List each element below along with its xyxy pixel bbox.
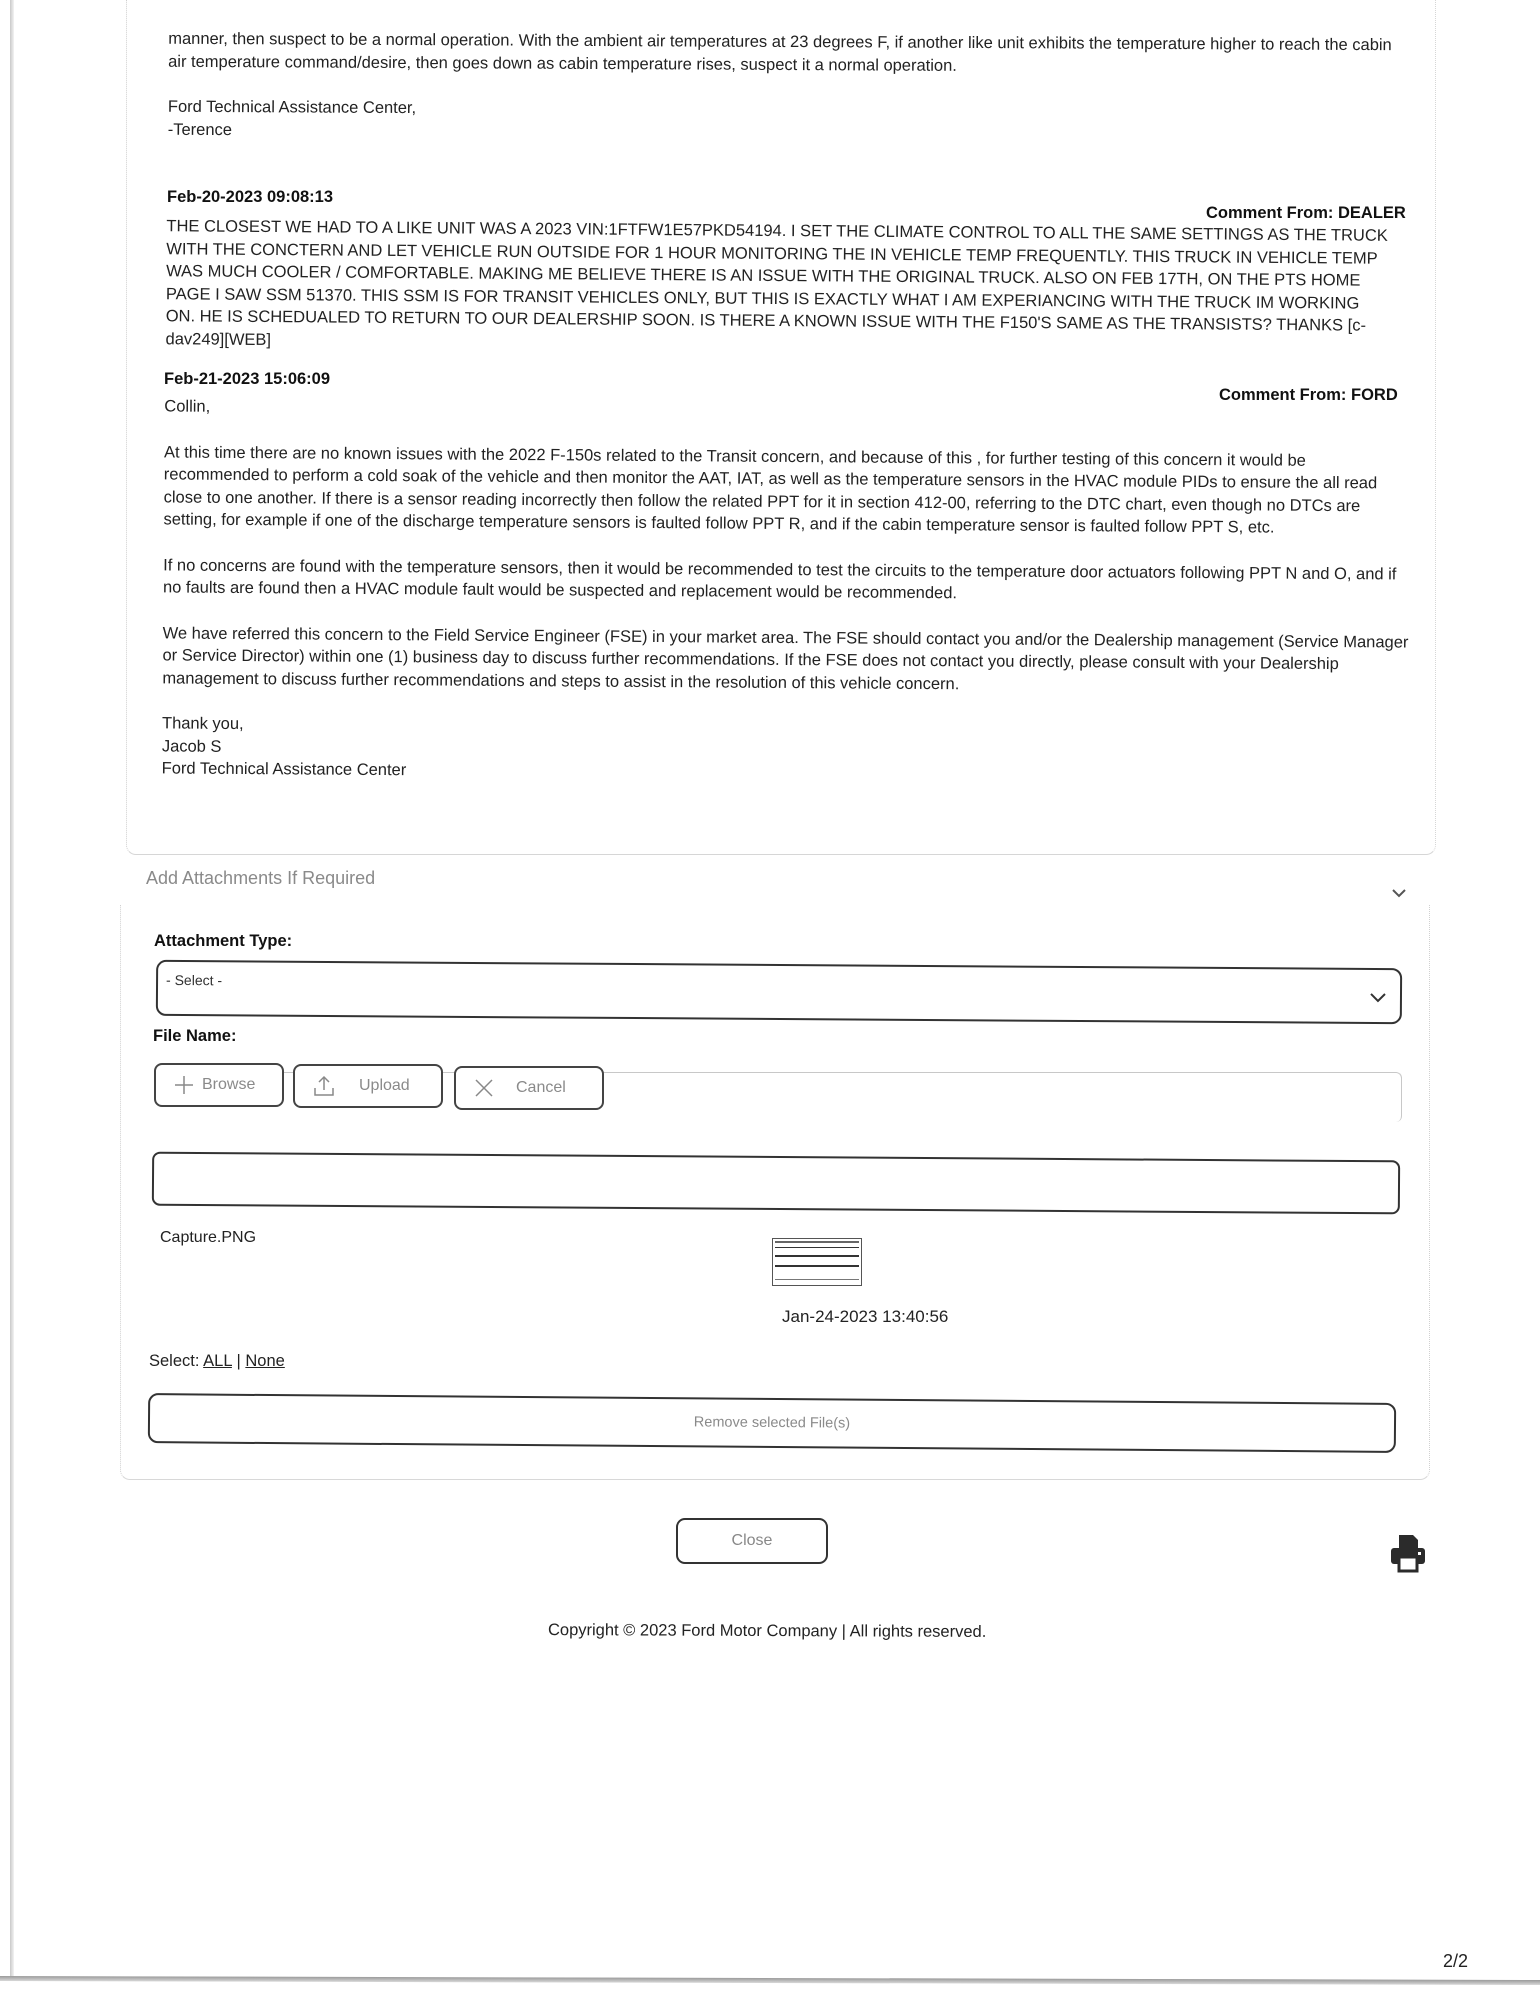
comment-text [165, 215, 1388, 360]
upload-icon [313, 1075, 335, 1097]
comment-paragraph: We have referred this concern to the Field Service Engineer (FSE) in your market area. The FSE should contact you and/or the Dealership management (Service Manager or Service Director) within one (1) business day to discuss further recommendations. If the FSE does not contact you directly, please consult with your Dealership management to discuss further recommendations and steps to assist in the resolution of this vehicle concern. [162, 623, 1409, 693]
print-icon[interactable] [1390, 1533, 1426, 1573]
attachment-type-select[interactable] [156, 960, 1402, 1024]
upload-label: Upload [359, 1077, 410, 1094]
attached-file-name[interactable]: Capture.PNG [160, 1229, 257, 1246]
browse-button[interactable] [154, 1063, 284, 1107]
file-thumbnail[interactable] [772, 1238, 862, 1286]
signature-line: Thank you, [161, 714, 244, 734]
comment-body: THE CLOSEST WE HAD TO A LIKE UNIT WAS A 2023 VIN:1FTFW1E57PKD54194. I SET THE CLIMATE CONTROL TO ALL THE SAME SETTINGS AS THE TRUCK WITH THE CONCTERN AND LET VEHICLE RUN OUTSIDE FOR 1 HOUR MONITORING THE IN VEHICLE TEMP FREQUENTLY. THIS TRUCK IN VEHICLE TEMP WAS MUCH COOLER / COMFORTABLE. MAKING ME BELIEVE THERE IS AN ISSUE WITH THE ORIGINAL TRUCK. ALSO ON FEB 17TH, ON THE PTS HOME PAGE I SAW SSM 51370. THIS SSM IS FOR TRANSIT VEHICLES ONLY, BUT THIS IS EXACTLY WHAT I AM EXPERIANCING WITH THE TRUCK IM WORKING ON. HE IS SCHEDUALED TO RETURN TO OUR DEALERSHIP SOON. IS THERE A KNOWN ISSUE WITH THE F150'S SAME AS THE TRANSISTS? THANKS [c-dav249][WEB] [165, 217, 1388, 349]
close-button[interactable] [676, 1518, 828, 1564]
attachment-type-label: Attachment Type: [154, 932, 293, 950]
attachments-section-title: Add Attachments If Required [146, 868, 376, 888]
chevron-down-icon[interactable] [1392, 886, 1406, 900]
comment-text: manner, then suspect to be a normal operation. With the ambient air temperatures at 23 degrees F, if another like unit exhibits the temperature higher to reach the cabin air temperature command/desire, then goes down as cabin temperature rises, suspect it a normal operation. [168, 29, 1392, 75]
select-separator: | [236, 1352, 241, 1370]
comment-continuation [168, 28, 1409, 147]
select-all-link[interactable]: ALL [203, 1352, 232, 1370]
close-icon [474, 1078, 494, 1098]
select-links [149, 1352, 285, 1371]
chevron-down-icon [1370, 992, 1386, 1004]
signature-line: Ford Technical Assistance Center, [167, 97, 417, 118]
copyright-text: Copyright © 2023 Ford Motor Company | All rights reserved. [547, 1621, 987, 1641]
file-upload-date: Jan-24-2023 13:40:56 [782, 1307, 949, 1326]
comment-paragraph: If no concerns are found with the temperature sensors, then it would be recommended to test the circuits to the temperature door actuators following PPT N and O, and if no faults are found then a HVAC module fault would be suspected and replacement would be recommended. [162, 555, 1397, 603]
comment-date: Feb-20-2023 09:08:13 [167, 188, 334, 206]
select-value: - Select - [166, 971, 223, 989]
cancel-button[interactable] [454, 1066, 604, 1110]
scan-page-edge [10, 0, 14, 1980]
comment-paragraph: At this time there are no known issues with the 2022 F-150s related to the Transit concern, and because of this , for further testing of this concern it would be recommended to perform a cold soak of the vehicle and then monitor the AAT, IAT, as well as the temperature sensors in the HVAC module PIDs to ensure the all read close to one another. If there is a sensor reading incorrectly then follow the related PPT for it in section 412-00, referring to the DTC chart, even though no DTCs are setting, for example if one of the discharge temperature sensors is faulted follow PPT R, and if the cabin temperature sensor is faulted follow PPT S, etc. [163, 442, 1378, 537]
file-name-label: File Name: [153, 1027, 237, 1045]
comment-from: Comment From: FORD [1219, 386, 1398, 404]
select-label: Select: [149, 1352, 200, 1370]
signature-line: -Terence [167, 120, 233, 139]
file-name-field[interactable] [152, 1152, 1400, 1215]
comment-text [162, 395, 1415, 789]
comment-date: Feb-21-2023 15:06:09 [164, 370, 331, 388]
cancel-label: Cancel [516, 1079, 566, 1096]
browse-label: Browse [202, 1076, 256, 1093]
close-label: Close [731, 1532, 773, 1549]
comment-greeting: Collin, [164, 397, 211, 416]
comment-from: Comment From: DEALER [1206, 204, 1406, 222]
scan-page-edge [0, 1976, 1540, 1985]
remove-selected-files-button[interactable] [148, 1393, 1396, 1453]
page-number: 2/2 [1443, 1951, 1469, 1971]
signature-line: Ford Technical Assistance Center [161, 759, 407, 780]
upload-button[interactable] [293, 1064, 443, 1108]
plus-icon [174, 1075, 194, 1095]
remove-label: Remove selected File(s) [693, 1414, 851, 1432]
signature-line: Jacob S [161, 736, 222, 756]
select-none-link[interactable]: None [245, 1352, 285, 1370]
